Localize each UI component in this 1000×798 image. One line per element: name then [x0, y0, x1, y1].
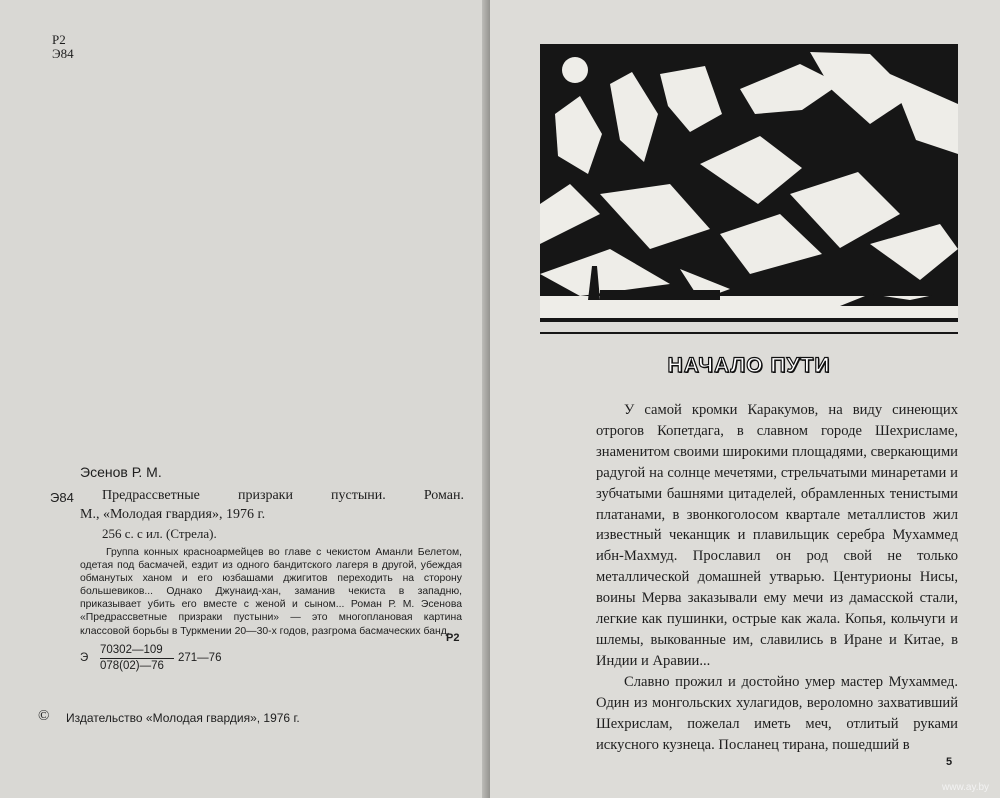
copyright-icon: ©	[38, 708, 50, 724]
formula-fraction-bar	[100, 658, 174, 659]
author-name: Эсенов Р. М.	[80, 464, 162, 480]
pages-series: 256 с. с ил. (Стрела).	[102, 526, 217, 541]
copyright-text: Издательство «Молодая гвардия», 1976 г.	[66, 711, 300, 725]
annotation-mark: Р2	[446, 632, 460, 644]
watermark: www.ay.by	[942, 782, 990, 793]
book-title-line-1: Предрассветные призраки пустыни. Роман.	[102, 488, 464, 503]
left-page	[0, 0, 490, 798]
formula-numerator: 70302—109	[100, 644, 163, 656]
body-text	[596, 400, 958, 755]
index-mark: Э84	[50, 490, 74, 505]
paragraph: У самой кромки Каракумов, на виду синеющих отрогов Копетдага, в славном городе Шехрисламе, знаменитом своими широкими площадями, сверкающими радугой на солнце мечетями, стрельчатыми минаретами и зубчатыми башнями цитаделей, обрамленных тенистыми платанами, в звонкоголосом квартале металлистов жил известный чеканщик и плавильщик серебра Мухаммед ибн-Махмуд. Прославил он род свой не только металлической домашней утварью. Центурионы Нисы, воины Мерва заказывали ему мечи из дамасской стали, легкие как пушинки, острые как жала. Копья, кольчуги и шлемы, выкованные им, славились в Иране и Китае, в Индии и Аравии...	[596, 402, 958, 669]
annotation-text: Группа конных красноармейцев во главе с чекистом Аманли Белетом, одетая под басмачей, ездит из одного бандитского лагеря в другой, убеждая обманутых ханом и его юзбашами джигитов переходить на сторону большевиков... Однако Джунаид-хан, заманив чекиста в западню, приказывает убить его вместе с женой и сыном... Роман Р. М. Эсенова «Предрассветные призраки пустыни» — это многоплановая картина классовой борьбы в Туркмении 20—30-х годов, разгрома басмаческих банд.	[80, 547, 462, 637]
class-mark-2: Э84	[52, 46, 74, 61]
book-title-line-2: М., «Молодая гвардия», 1976 г.	[80, 507, 266, 522]
formula-denominator: 078(02)—76	[100, 660, 164, 672]
mountain-illustration	[540, 44, 958, 338]
chapter-title: НАЧАЛО ПУТИ	[667, 354, 831, 377]
formula-letter: Э	[80, 652, 89, 664]
paragraph: Славно прожил и достойно умер мастер Мухаммед. Один из монгольских хулагидов, вероломно захвативший Шехрислам, пожелал иметь меч, отлитый руками искусного кузнеца. Посланец тирана, пошедший в	[596, 673, 958, 753]
formula-suffix: 271—76	[178, 652, 222, 664]
class-mark-1: Р2	[52, 32, 66, 47]
page-number: 5	[946, 756, 953, 768]
